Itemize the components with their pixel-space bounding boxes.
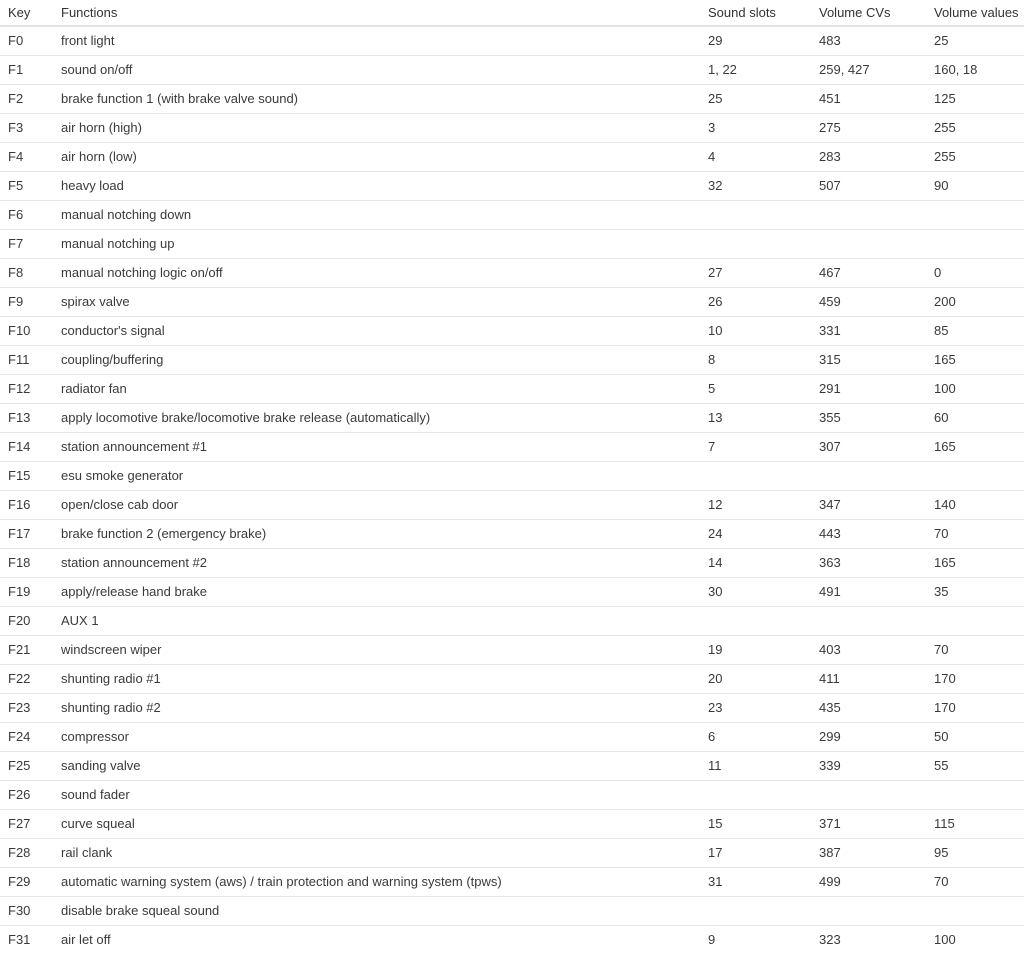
cell-key: F29 xyxy=(8,874,31,889)
cell-sound-slots: 12 xyxy=(708,497,723,512)
cell-function: compressor xyxy=(61,729,129,744)
cell-volume-values: 70 xyxy=(934,874,949,889)
cell-function: brake function 2 (emergency brake) xyxy=(61,526,267,541)
cell-volume-values xyxy=(934,896,1024,925)
cell-volume-cvs xyxy=(819,200,934,229)
cell-function: disable brake squeal sound xyxy=(61,903,220,918)
table-row xyxy=(0,26,1024,55)
cell-key: F10 xyxy=(8,323,31,338)
cell-volume-cvs: 275 xyxy=(819,120,841,135)
table-row xyxy=(0,229,1024,258)
cell-volume-values: 70 xyxy=(934,642,949,657)
cell-volume-values: 115 xyxy=(934,816,955,831)
cell-volume-values: 60 xyxy=(934,410,949,425)
cell-function: sound fader xyxy=(61,787,130,802)
cell-function: brake function 1 (with brake valve sound) xyxy=(61,91,299,106)
table-row xyxy=(0,113,1024,142)
header-row xyxy=(0,0,1024,26)
cell-volume-cvs xyxy=(819,896,934,925)
cell-function: windscreen wiper xyxy=(61,642,162,657)
cell-volume-cvs: 283 xyxy=(819,149,841,164)
cell-sound-slots: 8 xyxy=(708,352,716,367)
cell-sound-slots: 26 xyxy=(708,294,723,309)
cell-sound-slots: 30 xyxy=(708,584,723,599)
table-row xyxy=(0,142,1024,171)
table-row xyxy=(0,519,1024,548)
cell-key: F16 xyxy=(8,497,31,512)
cell-volume-values: 55 xyxy=(934,758,949,773)
cell-sound-slots: 29 xyxy=(708,33,723,49)
cell-volume-cvs: 483 xyxy=(819,33,841,49)
cell-volume-cvs: 259, 427 xyxy=(819,62,870,77)
cell-function: air horn (high) xyxy=(61,120,142,135)
cell-function: radiator fan xyxy=(61,381,127,396)
table-row xyxy=(0,171,1024,200)
header-sound-slots: Sound slots xyxy=(708,5,776,20)
table-row xyxy=(0,925,1024,954)
cell-key: F21 xyxy=(8,642,31,657)
cell-volume-cvs: 307 xyxy=(819,439,841,454)
cell-sound-slots: 31 xyxy=(708,874,723,889)
table-row xyxy=(0,345,1024,374)
cell-function: AUX 1 xyxy=(61,613,99,628)
cell-volume-values xyxy=(934,229,1024,258)
table-row xyxy=(0,577,1024,606)
table-row xyxy=(0,374,1024,403)
table-row xyxy=(0,432,1024,461)
cell-function: sanding valve xyxy=(61,758,141,773)
cell-volume-values: 255 xyxy=(934,120,956,135)
table-row xyxy=(0,84,1024,113)
cell-volume-cvs xyxy=(819,461,934,490)
cell-volume-values: 25 xyxy=(934,33,949,49)
cell-sound-slots: 14 xyxy=(708,555,723,570)
cell-function: heavy load xyxy=(61,178,124,193)
table-row xyxy=(0,751,1024,780)
cell-sound-slots: 20 xyxy=(708,671,723,686)
table-row xyxy=(0,867,1024,896)
cell-key: F13 xyxy=(8,410,31,425)
table-row xyxy=(0,316,1024,345)
cell-sound-slots: 1, 22 xyxy=(708,62,737,77)
cell-volume-values: 100 xyxy=(934,932,956,948)
cell-volume-values: 255 xyxy=(934,149,956,164)
cell-key: F31 xyxy=(8,932,31,948)
table-row xyxy=(0,838,1024,867)
cell-sound-slots: 10 xyxy=(708,323,723,338)
cell-key: F11 xyxy=(8,352,30,367)
cell-sound-slots xyxy=(708,229,819,258)
table-row xyxy=(0,461,1024,490)
cell-volume-values: 170 xyxy=(934,671,956,686)
cell-volume-cvs: 387 xyxy=(819,845,841,860)
cell-volume-cvs: 491 xyxy=(819,584,841,599)
cell-sound-slots: 5 xyxy=(708,381,716,396)
cell-key: F0 xyxy=(8,33,24,49)
cell-volume-values: 90 xyxy=(934,178,949,193)
cell-volume-cvs: 403 xyxy=(819,642,841,657)
cell-sound-slots xyxy=(708,780,819,809)
cell-volume-values xyxy=(934,780,1024,809)
cell-volume-cvs: 363 xyxy=(819,555,841,570)
cell-sound-slots: 4 xyxy=(708,149,716,164)
table-row xyxy=(0,548,1024,577)
cell-sound-slots xyxy=(708,200,819,229)
cell-key: F19 xyxy=(8,584,31,599)
cell-volume-values: 85 xyxy=(934,323,949,338)
cell-key: F7 xyxy=(8,236,24,251)
table-row xyxy=(0,490,1024,519)
cell-key: F14 xyxy=(8,439,31,454)
cell-sound-slots: 9 xyxy=(708,932,716,948)
cell-key: F9 xyxy=(8,294,24,309)
cell-function: manual notching down xyxy=(61,207,192,222)
cell-function: manual notching up xyxy=(61,236,175,251)
table-header xyxy=(0,0,1024,26)
cell-sound-slots: 23 xyxy=(708,700,723,715)
cell-sound-slots: 24 xyxy=(708,526,723,541)
cell-sound-slots: 17 xyxy=(708,845,723,860)
cell-key: F24 xyxy=(8,729,31,744)
cell-sound-slots: 32 xyxy=(708,178,723,193)
cell-volume-values: 50 xyxy=(934,729,949,744)
cell-function: automatic warning system (aws) / train protection and warning system (tpws) xyxy=(61,874,502,889)
cell-key: F4 xyxy=(8,149,24,164)
table-row xyxy=(0,287,1024,316)
cell-volume-values: 95 xyxy=(934,845,949,860)
cell-volume-cvs: 507 xyxy=(819,178,841,193)
cell-key: F27 xyxy=(8,816,31,831)
cell-volume-cvs: 451 xyxy=(819,91,841,106)
cell-volume-cvs xyxy=(819,229,934,258)
cell-volume-cvs: 339 xyxy=(819,758,841,773)
cell-key: F22 xyxy=(8,671,31,686)
table-row xyxy=(0,809,1024,838)
cell-volume-values: 165 xyxy=(934,439,956,454)
cell-volume-values xyxy=(934,606,1024,635)
cell-function: station announcement #2 xyxy=(61,555,207,570)
table-row xyxy=(0,896,1024,925)
cell-volume-values: 165 xyxy=(934,352,956,367)
cell-function: esu smoke generator xyxy=(61,468,184,483)
cell-volume-values: 0 xyxy=(934,265,942,280)
cell-volume-values: 200 xyxy=(934,294,956,309)
table-row xyxy=(0,258,1024,287)
cell-volume-values: 100 xyxy=(934,381,956,396)
cell-function: conductor's signal xyxy=(61,323,165,338)
cell-volume-cvs: 411 xyxy=(819,671,840,686)
header-key: Key xyxy=(8,5,31,20)
cell-volume-values xyxy=(934,200,1024,229)
cell-key: F12 xyxy=(8,381,31,396)
cell-sound-slots: 15 xyxy=(708,816,723,831)
cell-sound-slots: 11 xyxy=(708,758,722,773)
cell-volume-values: 140 xyxy=(934,497,956,512)
cell-key: F25 xyxy=(8,758,31,773)
cell-volume-cvs: 467 xyxy=(819,265,841,280)
cell-sound-slots: 3 xyxy=(708,120,716,135)
cell-key: F20 xyxy=(8,613,31,628)
table-body xyxy=(0,26,1024,954)
cell-key: F26 xyxy=(8,787,31,802)
cell-volume-cvs: 459 xyxy=(819,294,841,309)
table-row xyxy=(0,55,1024,84)
cell-function: coupling/buffering xyxy=(61,352,164,367)
cell-volume-cvs: 371 xyxy=(819,816,841,831)
cell-key: F18 xyxy=(8,555,31,570)
cell-volume-values: 160, 18 xyxy=(934,62,978,77)
cell-volume-cvs: 291 xyxy=(819,381,841,396)
cell-volume-values: 165 xyxy=(934,555,956,570)
table-row xyxy=(0,200,1024,229)
table-row xyxy=(0,693,1024,722)
cell-function: rail clank xyxy=(61,845,113,860)
cell-function: spirax valve xyxy=(61,294,130,309)
cell-key: F1 xyxy=(8,62,24,77)
cell-function: front light xyxy=(61,33,115,49)
cell-volume-cvs: 443 xyxy=(819,526,841,541)
cell-volume-cvs: 435 xyxy=(819,700,841,715)
cell-function: station announcement #1 xyxy=(61,439,207,454)
cell-key: F17 xyxy=(8,526,31,541)
cell-key: F5 xyxy=(8,178,24,193)
table-row xyxy=(0,606,1024,635)
cell-volume-cvs: 323 xyxy=(819,932,841,948)
cell-volume-cvs: 315 xyxy=(819,352,841,367)
cell-function: shunting radio #2 xyxy=(61,700,161,715)
cell-key: F23 xyxy=(8,700,31,715)
cell-sound-slots: 27 xyxy=(708,265,723,280)
cell-sound-slots: 7 xyxy=(708,439,716,454)
cell-sound-slots: 25 xyxy=(708,91,723,106)
cell-volume-cvs xyxy=(819,606,934,635)
cell-sound-slots xyxy=(708,896,819,925)
cell-volume-cvs: 299 xyxy=(819,729,841,744)
cell-volume-values xyxy=(934,461,1024,490)
cell-function: sound on/off xyxy=(61,62,133,77)
header-functions: Functions xyxy=(61,5,118,20)
table-row xyxy=(0,722,1024,751)
cell-sound-slots: 6 xyxy=(708,729,716,744)
cell-function: air let off xyxy=(61,932,111,948)
cell-sound-slots: 13 xyxy=(708,410,723,425)
cell-function: shunting radio #1 xyxy=(61,671,161,686)
cell-volume-values: 170 xyxy=(934,700,956,715)
cell-function: open/close cab door xyxy=(61,497,179,512)
cell-key: F6 xyxy=(8,207,24,222)
header-volume-cvs: Volume CVs xyxy=(819,5,891,20)
cell-key: F3 xyxy=(8,120,24,135)
cell-volume-cvs: 347 xyxy=(819,497,841,512)
cell-function: curve squeal xyxy=(61,816,135,831)
cell-function: apply locomotive brake/locomotive brake release (automatically) xyxy=(61,410,431,425)
cell-function: air horn (low) xyxy=(61,149,137,164)
cell-volume-values: 35 xyxy=(934,584,949,599)
cell-volume-cvs: 499 xyxy=(819,874,841,889)
cell-volume-cvs: 331 xyxy=(819,323,841,338)
table-row xyxy=(0,403,1024,432)
cell-volume-cvs xyxy=(819,780,934,809)
cell-volume-values: 125 xyxy=(934,91,956,106)
cell-volume-values: 70 xyxy=(934,526,949,541)
cell-key: F30 xyxy=(8,903,31,918)
header-volume-values: Volume values xyxy=(934,5,1019,20)
cell-sound-slots: 19 xyxy=(708,642,723,657)
cell-sound-slots xyxy=(708,461,819,490)
cell-key: F2 xyxy=(8,91,24,106)
cell-key: F28 xyxy=(8,845,31,860)
cell-key: F8 xyxy=(8,265,24,280)
cell-function: manual notching logic on/off xyxy=(61,265,223,280)
table-row xyxy=(0,664,1024,693)
cell-sound-slots xyxy=(708,606,819,635)
cell-function: apply/release hand brake xyxy=(61,584,207,599)
table-row xyxy=(0,635,1024,664)
table-row xyxy=(0,780,1024,809)
cell-volume-cvs: 355 xyxy=(819,410,841,425)
cell-key: F15 xyxy=(8,468,31,483)
